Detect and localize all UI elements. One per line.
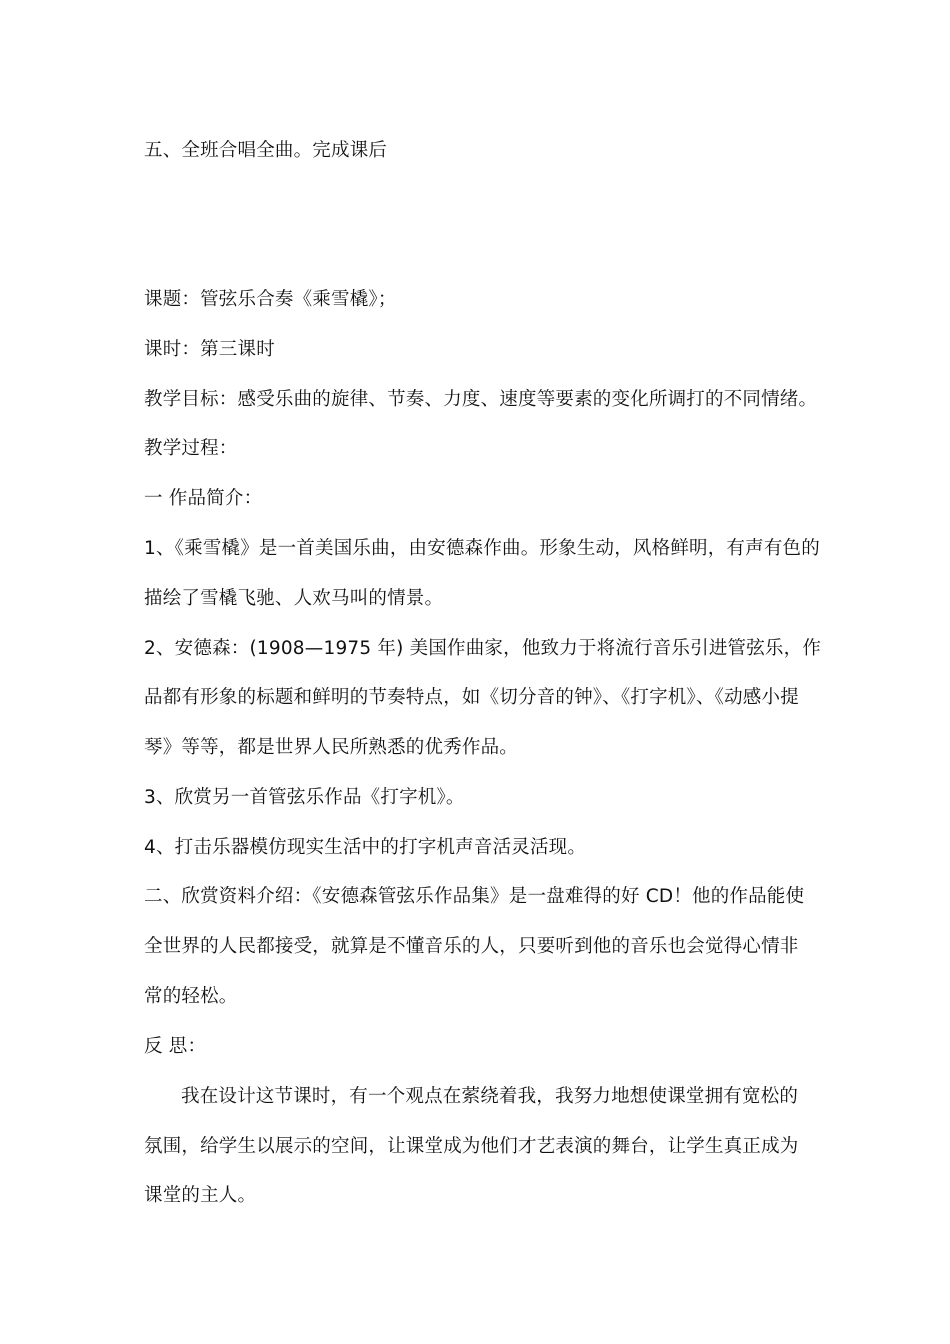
paragraph-line: 2、安德森：(1908—1975 年) 美国作曲家，他致力于将流行音乐引进管弦乐，作 (144, 638, 822, 659)
teaching-process-heading: 教学过程： (144, 438, 238, 459)
lesson-topic: 课题：管弦乐合奏《乘雪橇》； (144, 289, 397, 310)
reflection-line: 我在设计这节课时，有一个观点在萦绕着我，我努力地想使课堂拥有宽松的 (181, 1086, 799, 1107)
paragraph-line: 4、打击乐器模仿现实生活中的打字机声音活灵活现。 (144, 837, 587, 858)
lesson-period: 课时：第三课时 (144, 339, 275, 360)
work-intro-heading: 一 作品简介： (144, 488, 263, 509)
reflection-line: 课堂的主人。 (144, 1185, 257, 1206)
teaching-goal: 教学目标：感受乐曲的旋律、节奏、力度、速度等要素的变化所调打的不同情绪。 (144, 389, 818, 410)
paragraph-line: 常的轻松。 (144, 986, 238, 1007)
paragraph-line: 二、欣赏资料介绍：《安德森管弦乐作品集》是一盘难得的好 CD！他的作品能使 (144, 886, 805, 907)
reflection-heading: 反 思： (144, 1036, 207, 1057)
paragraph-line: 琴》等等，都是世界人民所熟悉的优秀作品。 (144, 737, 519, 758)
paragraph-line: 描绘了雪橇飞驰、人欢马叫的情景。 (144, 588, 444, 609)
paragraph-line: 品都有形象的标题和鲜明的节奏特点，如《切分音的钟》、《打字机》、《动感小提 (144, 687, 799, 708)
section-heading: 五、全班合唱全曲。完成课后 (144, 140, 388, 161)
paragraph-line: 全世界的人民都接受，就算是不懂音乐的人，只要听到他的音乐也会觉得心情非 (144, 936, 799, 957)
paragraph-line: 1、《乘雪橇》是一首美国乐曲，由安德森作曲。形象生动，风格鲜明，有声有色的 (144, 538, 820, 559)
reflection-line: 氛围，给学生以展示的空间，让课堂成为他们才艺表演的舞台，让学生真正成为 (144, 1136, 799, 1157)
paragraph-line: 3、欣赏另一首管弦乐作品《打字机》。 (144, 787, 465, 808)
